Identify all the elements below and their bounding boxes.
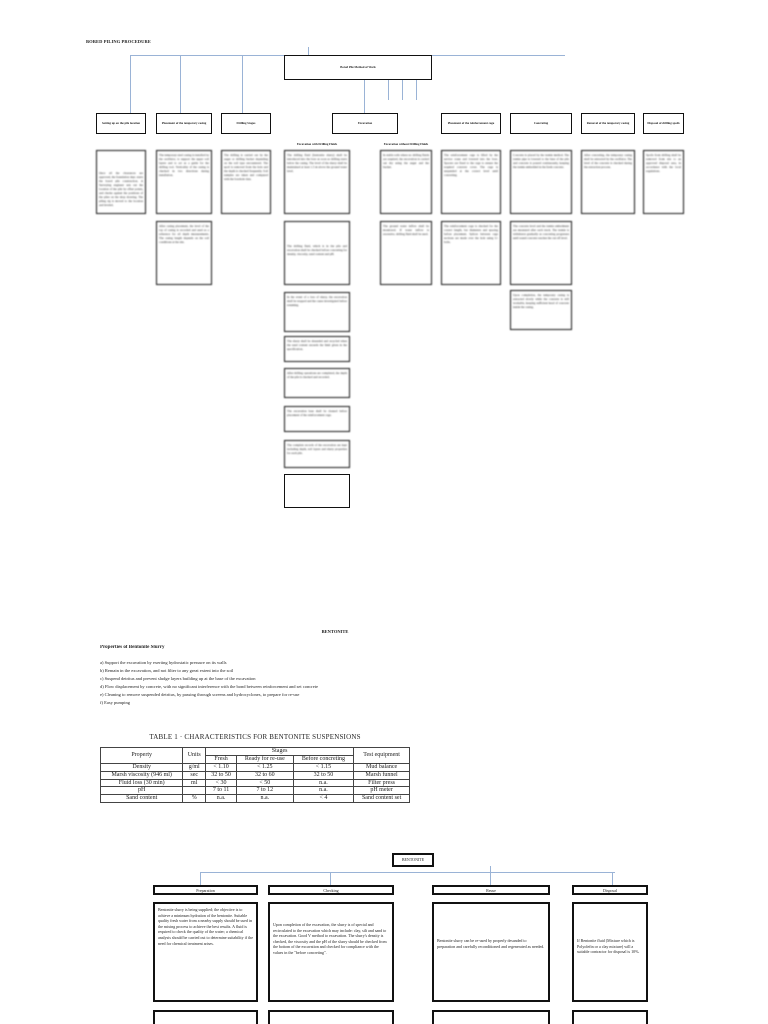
stage-label: Setting up on the pile location: [101, 121, 141, 125]
stage-header-concreting: [510, 113, 572, 134]
table-cell: sec: [183, 771, 206, 779]
table-row: [101, 771, 410, 779]
table-cell: 7 to 11: [206, 787, 237, 795]
table-cell: 32 to 60: [237, 771, 294, 779]
connector-line: [130, 55, 131, 113]
stage-header-spoil-disposal: [643, 113, 684, 134]
table-row: [101, 779, 410, 787]
property-item: d) Flow displacement by concrete, with no significant interference with the bond between reinforcement and set concrete: [100, 684, 319, 689]
stage-header-reinforcement: [441, 113, 501, 134]
excavation-with-fluids-box: [284, 474, 350, 508]
table-cell: < 1.15: [293, 763, 354, 771]
connector-line: [242, 55, 243, 113]
excavation-with-fluids-text: The excavation base shall be cleaned before placement of the reinforcement cage.: [284, 406, 350, 432]
table-header: Before concreting: [293, 755, 354, 763]
connector-line: [200, 872, 615, 873]
table-cell: %: [183, 795, 206, 803]
table-cell: 7 to 12: [237, 787, 294, 795]
excavation-with-fluids-text: The drilling fluid (bentonite slurry) shall be introduced into the bore as soon as drilling starts below the casing. The level of the slurry shall be maintained at least 1.5 m above the ground water level.: [284, 150, 350, 214]
connector-line: [388, 80, 389, 100]
excavation-branch-with-fluids: Excavation with Drilling Fluids: [296, 142, 338, 146]
table-header: Stages: [206, 748, 354, 756]
stage-text-casing: The temporary steel casing is installed by the oscillator, to support the upper soil layers and to act as a guide for the drilling tool. Verticality of the casing is checked in two directions during installation.: [156, 150, 212, 214]
chart-header-label: Checking: [323, 888, 339, 893]
chart-box-preparation-2: [153, 1010, 258, 1024]
stage-text-spoil-disposal: Spoils from drilling shall be removed from site to an approved disposal area, in accordance with the local regulations.: [643, 150, 684, 214]
property-item: a) Support the excavation by exerting hydrostatic pressure on its walls: [100, 660, 227, 665]
table-cell: g/ml: [183, 763, 206, 771]
connector-line: [402, 80, 403, 100]
table-cell: Fluid loss (30 min): [101, 779, 183, 787]
chart-header-preparation: [153, 885, 258, 895]
excavation-with-fluids-text: After drilling operations are completed, the depth of the pile is checked and recorded.: [284, 368, 350, 398]
table-cell: < 1.25: [237, 763, 294, 771]
table-cell: pH: [101, 787, 183, 795]
property-item: e) Cleaning to remove suspended detritus, by passing through screens and hydrocyclones, to prepare for re-use: [100, 692, 300, 697]
table-header: Test equipment: [354, 748, 410, 764]
stage-label: Removal of the temporary casing: [586, 121, 630, 125]
stage-header-setting-up: [96, 113, 146, 134]
chart-text-disposal: If Bentonite fluid (Mixture which is Polyolefin or a clay mixture) will a suitable contractor for disposal is 10%.: [572, 902, 648, 1002]
table-cell: [183, 787, 206, 795]
excavation-with-fluids-text: In the event of a loss of slurry, the excavation shall be stopped and the cause investigated before resuming.: [284, 292, 350, 332]
stage-label: Concreting: [533, 121, 549, 125]
stage-label: Placement of the reinforcement cage: [447, 121, 495, 125]
table-header-row: [101, 748, 410, 756]
property-item: f) Easy pumping: [100, 700, 130, 705]
table-title: TABLE 1 · CHARACTERISTICS FOR BENTONITE SUSPENSIONS: [149, 733, 361, 741]
bentonite-table: [100, 747, 410, 803]
chart-header-label: Reuse: [486, 888, 496, 893]
stage-text-casing-removal: After concreting, the temporary casing shall be extracted by the oscillator. The level of the concrete is checked during the extraction process.: [581, 150, 635, 214]
bentonite-title: BENTONITE: [321, 629, 349, 634]
stage-header-drilling: [221, 113, 271, 134]
connector-line: [612, 872, 613, 885]
chart-box-reuse-2: [432, 1010, 550, 1024]
table-cell: < 30: [206, 779, 237, 787]
chart-text-reuse: Bentonite slurry can be re-used by properly desanded to preparation and carefully reconditioned and regenerated as needed.: [432, 902, 550, 1002]
stage-header-excavation: [332, 113, 398, 134]
table-cell: pH meter: [354, 787, 410, 795]
chart-box-checking-2: [268, 1010, 394, 1024]
stage-label: Excavation: [357, 121, 373, 125]
table-header: Property: [101, 748, 183, 764]
property-item: b) Remain in the excavation, and not filter to any great extent into the soil: [100, 668, 234, 673]
bentonite-chart-root-label: BENTONITE: [401, 857, 425, 862]
chart-text-preparation: Bentonite slurry is being supplied; the objective is to achieve a minimum hydration of the bentonite. Suitable quality fresh water from a nearby supply should be used in the mixing process to achieve the best results. A fluid is required to check the quality of the water; a chemical analysis should be carried out to determine suitability if the need for chemical treatment arises.: [153, 902, 258, 1002]
chart-header-reuse: [432, 885, 550, 895]
connector-line: [180, 55, 181, 113]
connector-line: [364, 80, 365, 113]
excavation-without-fluids-text: The ground water inflow shall be monitored. If water inflow is excessive, drilling fluid shall be used.: [380, 221, 432, 285]
table-cell: Filter press: [354, 779, 410, 787]
excavation-without-fluids-text: In stable soils where no drilling fluids are required, the excavation is carried out dry using the auger and the bucket.: [380, 150, 432, 214]
flowchart-root: [284, 55, 432, 80]
stage-text-concreting: Concrete is placed by the tremie method. The tremie pipe is lowered to the base of the pile and concrete is poured continuously, keeping the tremie embedded in the fresh concrete.: [510, 150, 572, 214]
stage-text-concreting-3: Upon completion, the temporary casing is extracted slowly while the concrete is still workable, keeping sufficient head of concrete inside the casing.: [510, 290, 572, 330]
property-item: c) Suspend detritus and prevent sludge layers building up at the base of the excavation: [100, 676, 256, 681]
table-cell: 32 to 50: [206, 771, 237, 779]
table-header: Fresh: [206, 755, 237, 763]
stage-label: Disposal of drilling spoils: [647, 121, 680, 125]
stage-label: Placement of the temporary casing: [161, 121, 207, 125]
table-cell: Marsh funnel: [354, 771, 410, 779]
table-cell: Mud balance: [354, 763, 410, 771]
table-cell: Sand content set: [354, 795, 410, 803]
stage-text-reinforcement: The reinforcement cage is lifted by the service crane and lowered into the bore. Spacers are fixed to the cage to ensure the required concrete cover. The cage is suspended at the correct level until concreting.: [441, 150, 501, 214]
connector-line: [200, 872, 201, 885]
table-cell: Sand content: [101, 795, 183, 803]
table-cell: ml: [183, 779, 206, 787]
table-cell: n.a.: [293, 779, 354, 787]
connector-line: [330, 872, 331, 885]
table-cell: < 1.10: [206, 763, 237, 771]
table-cell: Marsh viscosity (946 ml): [101, 771, 183, 779]
chart-header-disposal: [572, 885, 648, 895]
connector-line: [490, 866, 491, 885]
table-cell: Density: [101, 763, 183, 771]
connector-line: [308, 47, 309, 55]
table-row: [101, 787, 410, 795]
excavation-with-fluids-text: The drilling fluid, which is in the pile and excavation shall be checked before concreting for density, viscosity, sand content and pH.: [284, 221, 350, 285]
table-cell: n.a.: [237, 795, 294, 803]
stage-text-drilling: The drilling is carried out by the auger or drilling bucket depending on the soil type encountered. The spoil is removed from the hole and the depth is checked frequently. Soil samples are taken and compared with the borehole data.: [221, 150, 271, 214]
stage-header-casing: [156, 113, 212, 134]
table-row: [101, 763, 410, 771]
table-cell: n.a.: [293, 787, 354, 795]
chart-header-checking: [268, 885, 394, 895]
chart-header-label: Preparation: [196, 888, 215, 893]
table-cell: n.a.: [206, 795, 237, 803]
table-cell: < 50: [237, 779, 294, 787]
stage-text-setting-up: Once all the clearances are approved, the foundation dept. starts the bored pile construction. A Surveying engineer sets out the location of the pile by offset points, and checks against the positions of the piles on the shop drawing. The piling rig is moved to the location and leveled.: [96, 150, 146, 214]
stage-text-reinforcement-2: The reinforcement cage is checked for the correct length, bar diameters and spacing before placement. Splices between cage sections are made over the hole using U-bolts.: [441, 221, 501, 285]
table-header: Ready for re-use: [237, 755, 294, 763]
chart-header-label: Disposal: [603, 888, 617, 893]
chart-box-disposal-2: [572, 1010, 648, 1024]
table-cell: 32 to 50: [293, 771, 354, 779]
stage-label: Drilling Stages: [236, 121, 256, 125]
chart-text-checking: Upon completion of the excavation, the slurry is of special and recirculated to the excavation which may include: clay, silt and sand to the excavation. Good V method to excavation. The slurry's density is checked, the viscosity and the pH of the slurry should be checked from the bottom of the excavation and checked for compliance with the values in the "before concreting".: [268, 902, 394, 1002]
stage-text-concreting-2: The concrete level and the tremie embedment are measured after each truck. The tremie is withdrawn gradually as concreting progresses until sound concrete reaches the cut-off level.: [510, 221, 572, 285]
flowchart-root-label: Bored Pile Method of Work: [340, 65, 376, 69]
table-cell: < 4: [293, 795, 354, 803]
stage-header-casing-removal: [581, 113, 635, 134]
table-row: [101, 795, 410, 803]
stage-text-casing-2: After casing placement, the level of the top of casing is recorded and used as a reference for all depth measurements. The casing length depends on the soil conditions at the site.: [156, 221, 212, 285]
document-title: BORED PILING PROCEDURE: [86, 39, 151, 44]
properties-heading: Properties of Bentonite Slurry: [100, 645, 165, 650]
table-header: Units: [183, 748, 206, 764]
connector-line: [416, 80, 417, 100]
excavation-branch-without-fluids: Excavation without Drilling Fluids: [383, 142, 429, 146]
excavation-with-fluids-text: The slurry shall be desanded and recycled when the sand content exceeds the limit given in the specification.: [284, 336, 350, 362]
bentonite-chart-root: [392, 853, 434, 867]
excavation-with-fluids-text: The complete records of the excavation are kept including depth, soil layers and slurry properties for each pile.: [284, 440, 350, 468]
